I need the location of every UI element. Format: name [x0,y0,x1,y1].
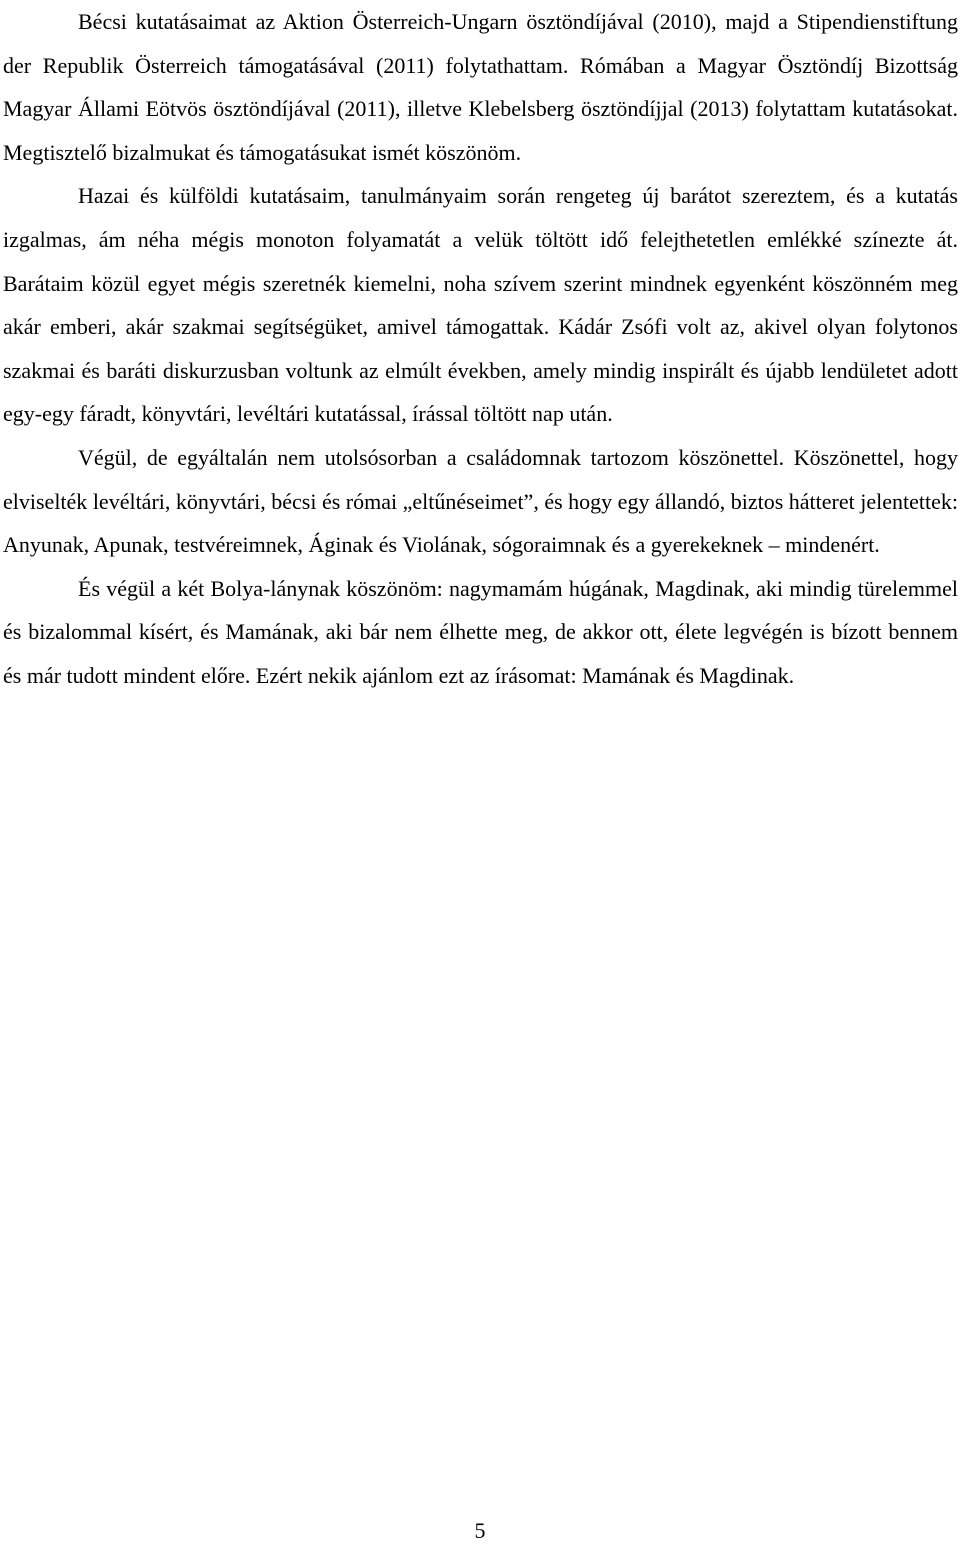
page-number: 5 [474,1518,486,1543]
paragraph-dedication: És végül a két Bolya-lánynak köszönöm: nagymamám húgának, Magdinak, aki mindig türelemmel és bizalommal kísért, és Mamának, aki bár nem élhette meg, de akkor ott, élete legvégén is bízott bennem és már tudott mindent előre. Ezért nekik ajánlom ezt az írásomat: Mamának és Magdinak. [3,575,958,688]
paragraph-research-grants: Bécsi kutatásaimat az Aktion Österreich-Ungarn ösztöndíjával (2010), majd a Stipendienstiftung der Republik Österreich támogatásával (2011) folytathattam. Rómában a Magyar Ösztöndíj Bizottság Magyar Állami Eötvös ösztöndíjával (2011), illetve Klebelsberg ösztöndíjjal (2013) folytattam kutatásokat. Megtisztelő bizalmukat és támogatásukat ismét köszönöm. [3,9,958,165]
document-page [3,0,958,698]
paragraph-friends: Hazai és külföldi kutatásaim, tanulmányaim során rengeteg új barátot szereztem, és a kutatás izgalmas, ám néha mégis monoton folyamatát a velük töltött idő felejthetetlen emlékké színezte át. Barátaim közül egyet mégis szeretnék kiemelni, noha szívem szerint mindnek egyenként köszönném meg akár emberi, akár szakmai segítségüket, amivel támogattak. Kádár Zsófi volt az, akivel olyan folytonos szakmai és baráti diskurzusban voltunk az elmúlt években, amely mindig inspirált és újabb lendületet adott egy-egy fáradt, könyvtári, levéltári kutatással, írással töltött nap után. [3,183,958,427]
paragraph-family: Végül, de egyáltalán nem utolsósorban a családomnak tartozom köszönettel. Köszönettel, hogy elviselték levéltári, könyvtári, bécsi és római „eltűnéseimet”, és hogy egy állandó, biztos hátteret jelentettek: Anyunak, Apunak, testvéreimnek, Áginak és Violának, sógoraimnak és a gyerekeknek – mindenért. [3,444,958,558]
